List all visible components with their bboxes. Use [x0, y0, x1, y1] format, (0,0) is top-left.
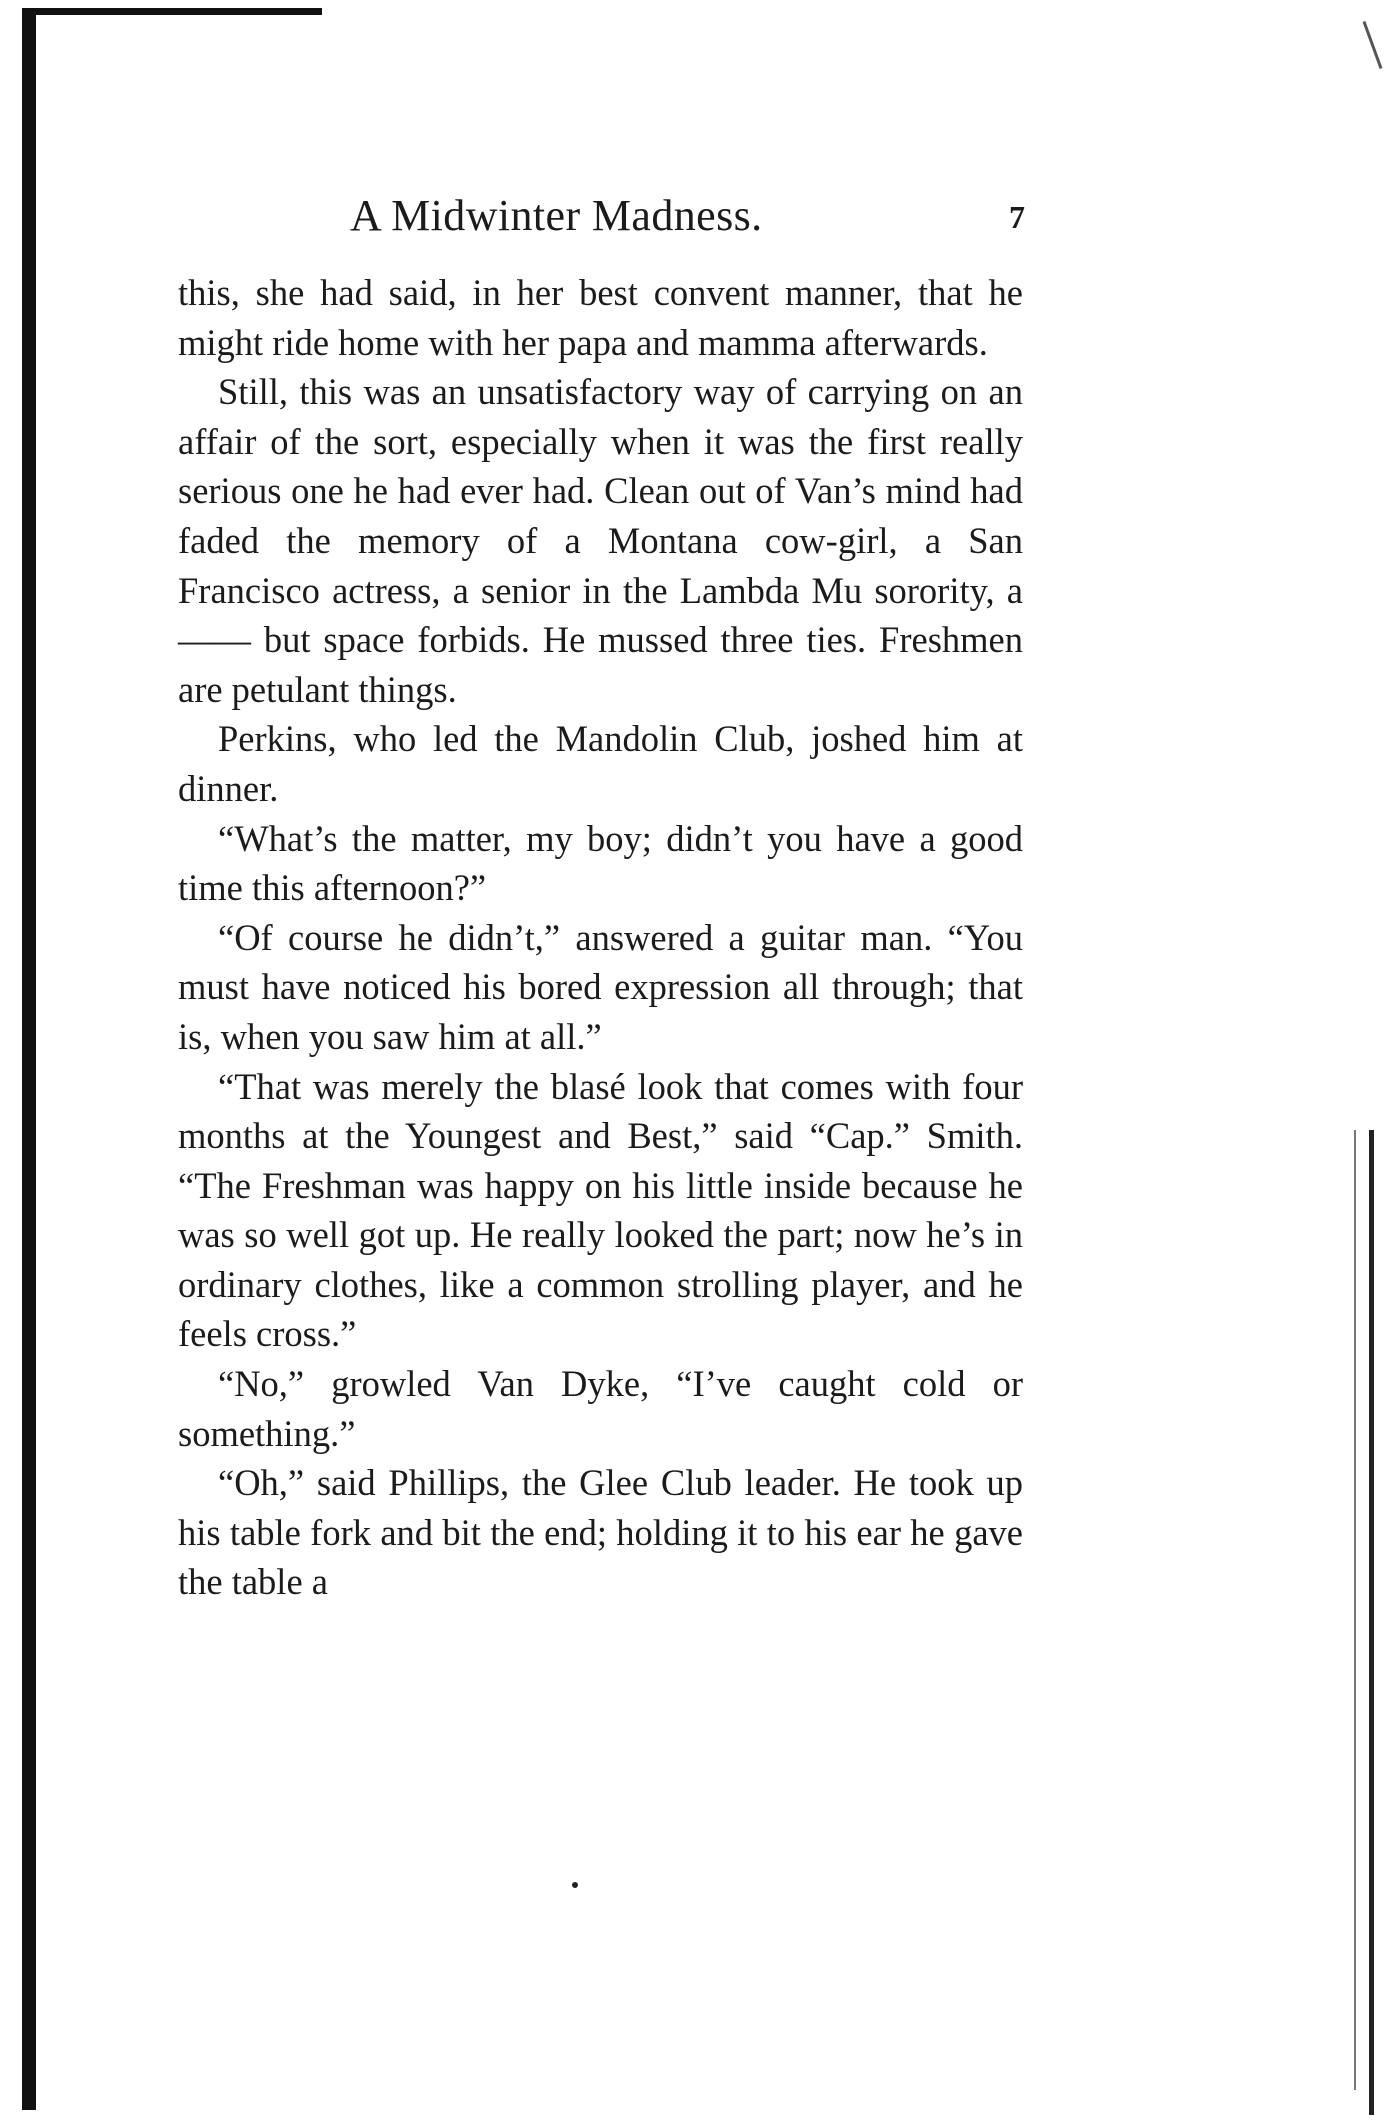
page-header	[175, 186, 1025, 256]
paragraph: “What’s the matter, my boy; didn’t you have a good time this afternoon?”	[178, 817, 1023, 909]
ink-speck	[572, 1882, 578, 1888]
page-number: 7	[1009, 199, 1025, 235]
scan-edge-right-thin	[1354, 1130, 1356, 2090]
scan-edge-right	[1369, 1130, 1374, 2115]
paragraph: Still, this was an unsatisfactory way of carrying on an affair of the sort, especially when it was the first really serious one he had ever had. Clean out of Van’s mind had faded the memory of a Montana cow-girl, a San Francisco actress, a senior in the Lambda Mu sorority, a—— but space forbids. He mussed three ties. Freshmen are petulant things.	[178, 371, 1023, 710]
scan-mark	[1363, 21, 1383, 69]
body-text	[178, 268, 1023, 1607]
paragraph: “That was merely the blasé look that comes with four months at the Youngest and Best,” said “Cap.” Smith. “The Freshman was happy on his little inside because he was so well got up. He really looked the part; now he’s in ordinary clothes, like a common strolling player, and he feels cross.”	[178, 1065, 1023, 1355]
paragraph: Perkins, who led the Mandolin Club, joshed him at dinner.	[178, 718, 1023, 809]
scan-edge-top	[22, 8, 322, 15]
paragraph: “No,” growled Van Dyke, “I’ve caught cold or something.”	[178, 1363, 1023, 1454]
paragraph: “Oh,” said Phillips, the Glee Club leader. He took up his table fork and bit the end; holding it to his ear he gave the table a	[178, 1462, 1023, 1603]
running-title: A Midwinter Madness.	[350, 191, 763, 240]
scan-edge-left	[22, 10, 36, 2110]
paragraph: “Of course he didn’t,” answered a guitar man. “You must have noticed his bored expression all through; that is, when you saw him at all.”	[178, 916, 1023, 1057]
paragraph: this, she had said, in her best convent manner, that he might ride home with her papa and mamma afterwards.	[178, 272, 1023, 363]
